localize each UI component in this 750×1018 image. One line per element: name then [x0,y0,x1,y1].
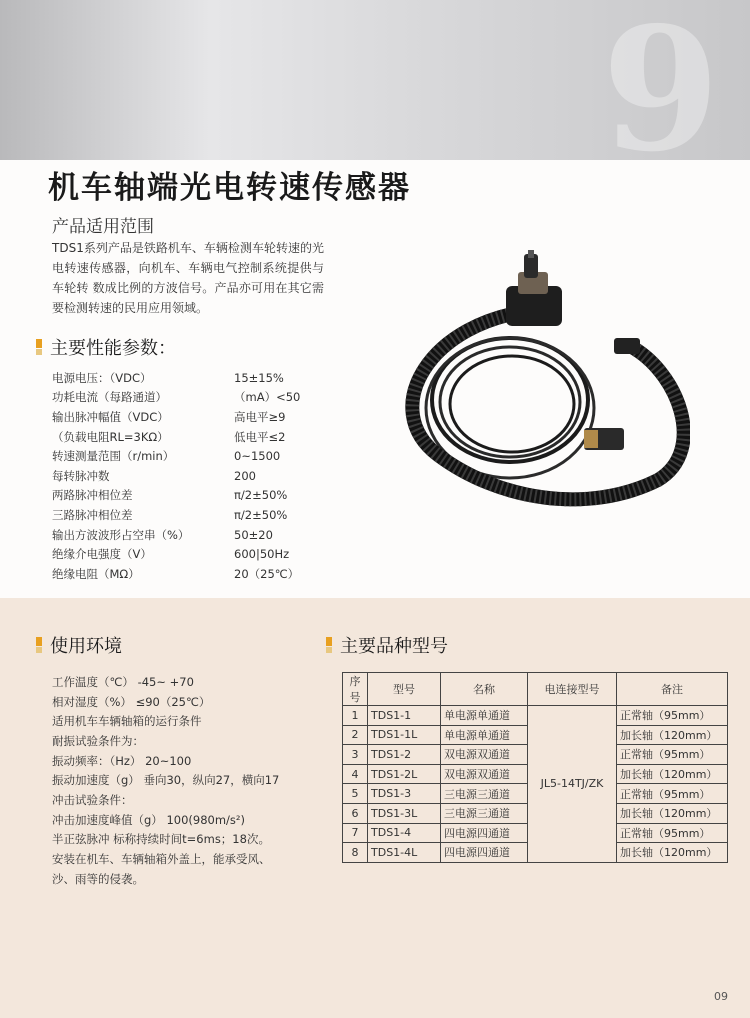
spec-label: 电源电压：（VDC） [52,370,152,385]
cell-model: TDS1-4 [368,823,441,843]
cell-remark: 正常轴（95mm） [617,784,728,804]
sensor-product-photo [388,250,690,520]
intro-text: TDS1系列产品是铁路机车、车辆检测车轮转速的光电转速传感器，向机车、车辆电气控制系统提供与车轮转 数成比例的方波信号。产品亦可用在其它需要检测转速的民用应用领域。 [52,241,324,315]
cell-remark: 加长轴（120mm） [617,725,728,745]
models-heading: 主要品种型号 [326,632,448,658]
table-header-row [343,673,728,706]
spec-value: 200 [234,468,256,483]
col-header-no: 序号 [343,673,368,706]
cell-remark: 正常轴（95mm） [617,745,728,765]
cell-name: 单电源单通道 [441,725,528,745]
cell-remark: 正常轴（95mm） [617,823,728,843]
spec-label: 两路脉冲相位差 [52,488,133,503]
cell-no: 8 [343,843,368,863]
cell-no: 6 [343,803,368,823]
cell-remark: 加长轴（120mm） [617,803,728,823]
col-header-remark: 备注 [617,673,728,706]
spec-label: 每转脉冲数 [52,468,110,483]
section-marker-icon [326,637,332,653]
spec-value: 50±20 [234,527,273,542]
spec-row [52,544,354,564]
spec-row [52,446,354,466]
environment-line: 工作温度（℃） -45~ +70 [52,674,194,689]
cell-model: TDS1-2 [368,745,441,765]
section-marker-icon [36,339,42,355]
environment-line: 冲击试验条件： [52,792,133,807]
spec-value: π/2±50% [234,488,288,503]
spec-label: 输出脉冲幅值（VDC） [52,409,169,424]
cell-name: 双电源双通道 [441,764,528,784]
environment-line: 半正弦脉冲 标称持续时间t=6ms；18次。 [52,832,270,847]
cell-name: 双电源双通道 [441,745,528,765]
spec-row [52,466,354,486]
spec-row [52,505,354,525]
environment-line: 振动频率：（Hz） 20~100 [52,753,192,768]
cell-no: 7 [343,823,368,843]
spec-value: 600|50Hz [234,547,290,562]
environment-heading: 使用环境 [36,632,122,658]
cell-no: 1 [343,706,368,726]
models-table [342,672,728,863]
table-row [343,706,728,726]
environment-line: 相对湿度（%） ≤90（25℃） [52,694,211,709]
spec-value: 低电平≤2 [234,429,286,444]
spec-value: 20（25℃） [234,566,300,581]
spec-value: （mA）<50 [234,390,301,405]
cell-name: 四电源四通道 [441,843,528,863]
spec-value: π/2±50% [234,507,288,522]
banner-decoration: 9 [601,0,710,190]
spec-row [52,486,354,506]
performance-specs [52,368,354,584]
spec-row [52,407,354,427]
spec-label: 三路脉冲相位差 [52,507,133,522]
cell-name: 三电源三通道 [441,803,528,823]
cell-remark: 加长轴（120mm） [617,764,728,784]
cell-name: 单电源单通道 [441,706,528,726]
environment-line: 适用机车车辆轴箱的运行条件 [52,714,202,729]
spec-row [52,368,354,388]
cell-model: TDS1-3 [368,784,441,804]
section-marker-icon [36,637,42,653]
cell-no: 2 [343,725,368,745]
environment-line: 耐振试验条件为： [52,733,144,748]
cell-model: TDS1-4L [368,843,441,863]
cell-name: 三电源三通道 [441,784,528,804]
cell-no: 5 [343,784,368,804]
spec-label: 功耗电流（每路通道） [52,390,167,405]
page-number: 09 [714,990,728,1003]
environment-line: 安装在机车、车辆轴箱外盖上，能承受风、 [52,852,271,867]
environment-line: 振动加速度（g） 垂向30，纵向27，横向17 [52,773,280,788]
spec-row [52,427,354,447]
intro-subtitle: 产品适用范围 [52,217,154,237]
page-title: 机车轴端光电转速传感器 [48,170,411,206]
spec-label: 绝缘介电强度（V） [52,547,152,562]
cell-no: 3 [343,745,368,765]
cell-model: TDS1-1L [368,725,441,745]
environment-line: 冲击加速度峰值（g） 100(980m/s²) [52,812,246,827]
spec-row [52,564,354,584]
spec-value: 15±15% [234,370,284,385]
spec-label: 输出方波波形占空串（%） [52,527,190,542]
cell-model: TDS1-3L [368,803,441,823]
spec-label: 绝缘电阻（MΩ） [52,566,140,581]
spec-value: 高电平≥9 [234,409,286,424]
spec-value: 0~1500 [234,449,281,464]
cell-no: 4 [343,764,368,784]
spec-label: （负载电阻RL=3KΩ） [52,429,169,444]
environment-line: 沙、雨等的侵袭。 [52,871,144,886]
col-header-name: 名称 [441,673,528,706]
cell-model: TDS1-1 [368,706,441,726]
cell-remark: 正常轴（95mm） [617,706,728,726]
cell-connector: JL5-14TJ/ZK [528,706,617,863]
spec-label: 转速测量范围（r/min） [52,449,175,464]
environment-text [52,672,279,889]
cell-model: TDS1-2L [368,764,441,784]
col-header-connector: 电连接型号 [528,673,617,706]
cell-remark: 加长轴（120mm） [617,843,728,863]
spec-row [52,388,354,408]
performance-heading: 主要性能参数： [36,334,176,360]
col-header-model: 型号 [368,673,441,706]
spec-row [52,525,354,545]
cell-name: 四电源四通道 [441,823,528,843]
